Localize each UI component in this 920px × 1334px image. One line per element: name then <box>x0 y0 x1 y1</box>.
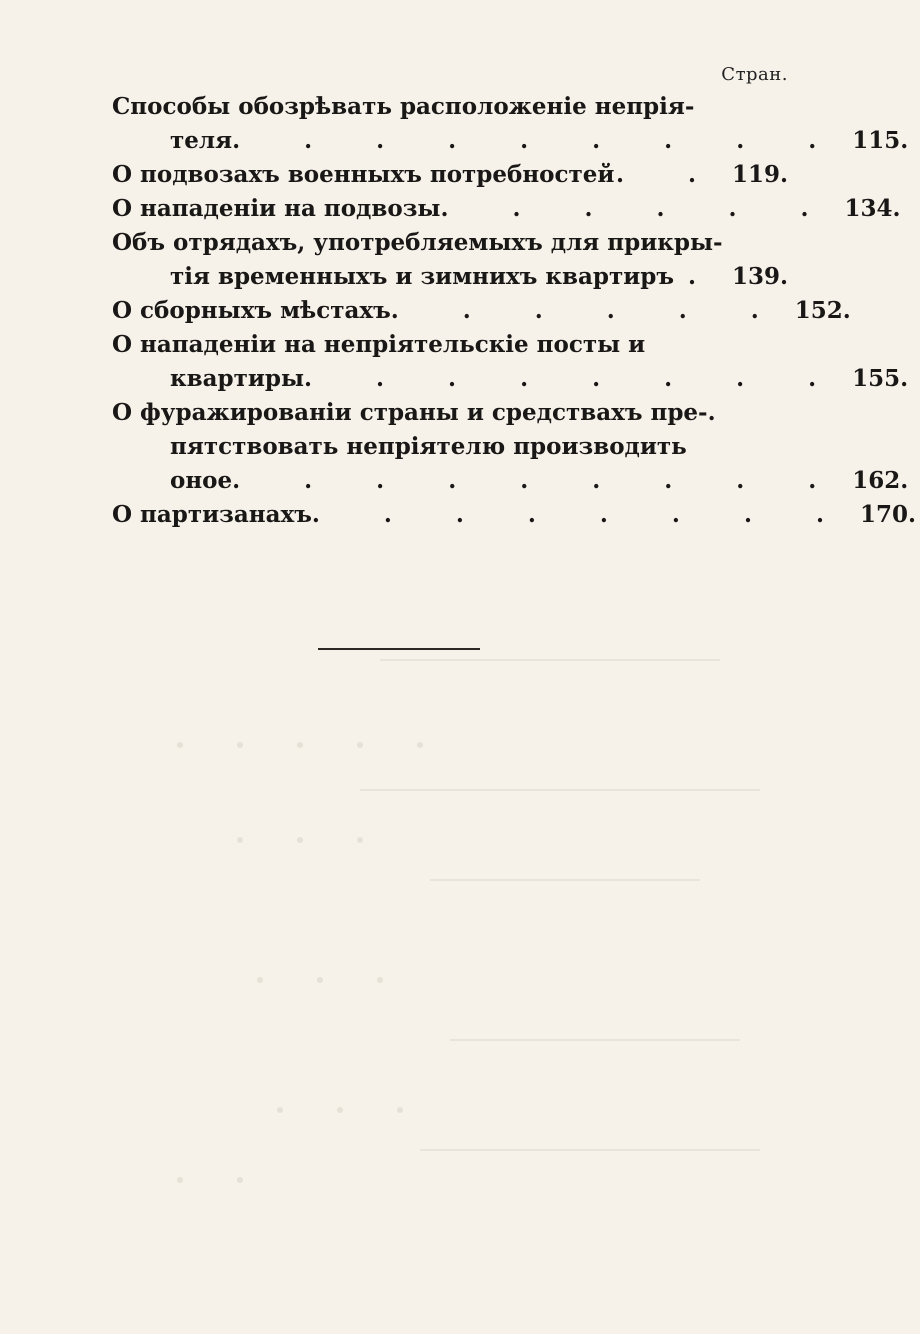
toc-line <box>112 294 851 328</box>
toc-entry-title: квартиры <box>170 365 305 392</box>
toc-entry <box>112 192 901 226</box>
dot-leader: . . . . . . <box>440 195 837 222</box>
toc-page-number: 162. <box>852 467 909 494</box>
dot-leader: . . <box>615 161 724 188</box>
toc-line <box>112 192 901 226</box>
dot-leader: . . . . . . . . <box>304 365 845 392</box>
toc-page-number: 119. <box>731 161 788 188</box>
toc-entry <box>112 294 851 328</box>
toc-entry-title: О нападеніи на подвозы <box>112 195 441 222</box>
toc-entry <box>112 498 916 532</box>
toc-line <box>112 396 792 430</box>
page-column-header: Стран. <box>721 64 788 85</box>
dot-leader: . . . . . . <box>390 297 787 324</box>
toc-entry-title: Способы обозрѣвать расположеніе непрія- <box>112 93 695 120</box>
toc-page <box>112 60 916 532</box>
toc-line <box>112 90 792 124</box>
toc-entry <box>112 226 792 294</box>
dot-leader: . . . . . . . . <box>311 501 852 528</box>
toc-page-number: 134. <box>844 195 901 222</box>
toc-page-number: 115. <box>852 127 909 154</box>
toc-entry-title: О фуражированіи страны и средствахъ пре- <box>112 399 708 426</box>
toc-line <box>112 260 792 294</box>
toc-line <box>112 362 909 396</box>
dot-leader: . . . . . . . . . <box>232 467 845 494</box>
toc-entry <box>112 90 909 158</box>
toc-page-number: 170. <box>859 501 916 528</box>
toc-line <box>112 226 792 260</box>
toc-entry-title: тія временныхъ и зимнихъ квартиръ <box>170 263 675 290</box>
toc-line <box>112 498 916 532</box>
toc-page-number: 152. <box>794 297 851 324</box>
toc-entry-title: О партизанахъ <box>112 501 312 528</box>
toc-entry-title: О подвозахъ военныхъ потребностей <box>112 161 615 188</box>
toc-entry-title: оное <box>170 467 233 494</box>
table-of-contents <box>112 90 916 532</box>
toc-page-number: 139. <box>731 263 788 290</box>
dot-leader: . <box>707 399 744 426</box>
toc-entry <box>112 158 792 192</box>
toc-entry <box>112 396 909 498</box>
toc-entry-title: О сборныхъ мѣстахъ <box>112 297 391 324</box>
end-rule <box>318 648 480 650</box>
toc-entry <box>112 328 909 396</box>
toc-line <box>112 124 909 158</box>
toc-page-number: 155. <box>852 365 909 392</box>
toc-line <box>112 328 792 362</box>
toc-entry-title: О нападеніи на непріятельскіе посты и <box>112 331 646 358</box>
toc-line <box>112 158 792 192</box>
toc-entry-title: Объ отрядахъ, употребляемыхъ для прикры- <box>112 229 723 256</box>
dot-leader: . . . . . . . . . <box>232 127 845 154</box>
toc-entry-title: пятствовать непріятелю производить <box>170 433 687 460</box>
toc-entry-title: теля <box>170 127 233 154</box>
dot-leader: . <box>687 263 724 290</box>
toc-line <box>112 464 909 498</box>
toc-line <box>112 430 792 464</box>
